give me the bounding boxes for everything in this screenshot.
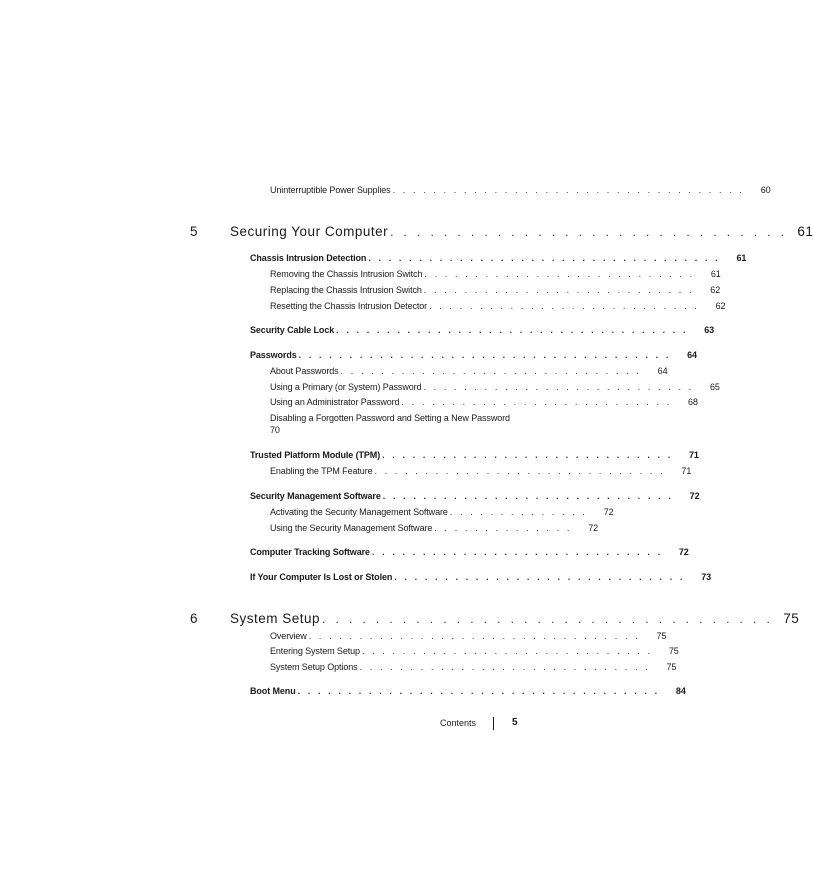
dot-leader: . . . . . . . . . . . . . . . . . . . . . . . . . . . . . . . . . . . [392,185,745,195]
toc-entry-page: 75 [656,631,667,641]
toc-section-page: 63 [704,325,715,335]
toc-section-title: Computer Tracking Software [250,547,370,557]
chapter-heading[interactable] [190,611,800,626]
toc-entry[interactable] [270,285,721,295]
dot-leader: . . . . . . . . . . . . . . . . . . . . . . . . . . . [429,301,700,311]
dot-leader: . . . . . . . . . . . . . . . . . . . . . . . . . . . . . . . . . . . . . [298,350,671,360]
toc-entry-title: Enabling the TPM Feature [270,466,373,476]
toc-entry-title: System Setup Options [270,662,358,672]
dot-leader: . . . . . . . . . . . . . . . . . . . . . . . . . . . . . . [340,366,642,376]
dot-leader: . . . . . . . . . . . . . . . . . . . . . . . . . . . [424,269,695,279]
toc-entry[interactable] [270,301,726,311]
footer-section-label: Contents [440,718,477,728]
toc-section-page: 73 [701,572,712,582]
toc-entry[interactable] [270,662,677,672]
toc-section-entry[interactable] [250,547,689,557]
toc-entry-page: 62 [710,285,721,295]
dot-leader: . . . . . . . . . . . . . . . . . . . . . . . . . . . . . . . . . . [322,612,774,626]
chapter-page: 61 [797,224,813,239]
toc-section-page: 64 [687,350,697,360]
toc-section-title: Trusted Platform Module (TPM) [250,450,381,460]
dot-leader: . . . . . . . . . . . . . . [449,507,588,517]
toc-entry-page: 72 [588,523,599,533]
toc-entry[interactable] [270,269,721,279]
toc-entry[interactable] [270,185,771,195]
toc-section-title: Security Management Software [250,491,381,501]
toc-entry[interactable] [270,382,720,392]
dot-leader: . . . . . . . . . . . . . . [434,523,573,533]
toc-entry[interactable] [270,507,614,517]
toc-entry-page: 75 [668,646,679,656]
toc-entry-title: Using the Security Management Software [270,523,433,533]
toc-entry-title: About Passwords [270,366,339,376]
toc-entry-title: Disabling a Forgotten Password and Setting a New Password [270,413,510,423]
toc-entry[interactable] [270,646,679,656]
toc-section-page: 72 [678,547,689,557]
toc-section-entry[interactable] [250,350,697,360]
chapter-heading[interactable] [190,224,813,239]
toc-entry[interactable] [270,466,692,476]
toc-entry[interactable] [270,366,668,376]
footer-divider [493,717,494,730]
toc-section-page: 84 [675,686,686,696]
dot-leader: . . . . . . . . . . . . . . . . . . . . . . . . . . . . . [374,466,666,476]
dot-leader: . . . . . . . . . . . . . . . . . . . . . . . . . . . . . [382,450,673,460]
toc-entry-title: Using a Primary (or System) Password [270,382,422,392]
toc-section-title: Boot Menu [250,686,296,696]
toc-entry-title: Overview [270,631,307,641]
toc-entry-title: Replacing the Chassis Intrusion Switch [270,285,422,295]
toc-entry-page: 68 [687,397,698,407]
toc-section-title: Security Cable Lock [250,325,335,335]
toc-section-page: 72 [689,491,700,501]
toc-entry-title: Resetting the Chassis Intrusion Detector [270,301,428,311]
toc-entry-page: 75 [666,662,677,672]
dot-leader: . . . . . . . . . . . . . . . . . . . . . . . . . . . . . [382,491,674,501]
toc-entry-wrapped[interactable] [270,412,522,436]
dot-leader: . . . . . . . . . . . . . . . . . . . . . . . . . . . . . [361,646,653,656]
toc-entry-page: 64 [657,366,668,376]
toc-entry-page: 65 [709,382,720,392]
dot-leader: . . . . . . . . . . . . . . . . . . . . . . . . . . . . . [394,572,686,582]
toc-entry[interactable] [270,631,667,641]
chapter-title: System Setup [230,611,321,626]
toc-entry-page: 70 [270,425,280,435]
chapter-number: 6 [190,611,199,626]
toc-entry-title: Using an Administrator Password [270,397,400,407]
toc-entry-title: Uninterruptible Power Supplies [270,185,391,195]
dot-leader: . . . . . . . . . . . . . . . . . . . . . . . . . . . [401,397,672,407]
dot-leader: . . . . . . . . . . . . . . . . . . . . . . . . . . . . . . . . . . . . [297,686,660,696]
toc-section-entry[interactable] [250,450,699,460]
toc-entry-page: 71 [681,466,692,476]
toc-entry[interactable] [270,523,599,533]
dot-leader: . . . . . . . . . . . . . . . . . . . . . . . . . . . . . . . . . [308,631,641,641]
dot-leader: . . . . . . . . . . . . . . . . . . . . . . . . . . . . . [359,662,651,672]
dot-leader: . . . . . . . . . . . . . . . . . . . . . . . . . . . . . . . . . . . [336,325,689,335]
toc-section-entry[interactable] [250,491,700,501]
toc-entry[interactable] [270,397,698,407]
chapter-number: 5 [190,224,199,239]
toc-entry-title: Entering System Setup [270,646,360,656]
dot-leader: . . . . . . . . . . . . . . . . . . . . . . . . . . . . . . [390,225,788,239]
toc-section-entry[interactable] [250,572,712,582]
toc-section-entry[interactable] [250,325,715,335]
toc-entry-title: Activating the Security Management Software [270,507,448,517]
chapter-title: Securing Your Computer [230,224,389,239]
dot-leader: . . . . . . . . . . . . . . . . . . . . . . . . . . . . . . . . . . . [368,253,721,263]
toc-entry-page: 61 [710,269,721,279]
dot-leader: . . . . . . . . . . . . . . . . . . . . . . . . . . . [423,285,695,295]
toc-section-entry[interactable] [250,686,686,696]
dot-leader: . . . . . . . . . . . . . . . . . . . . . . . . . . . . . [371,547,663,557]
toc-section-page: 71 [689,450,699,460]
chapter-page: 75 [783,611,800,626]
toc-section-title: If Your Computer Is Lost or Stolen [250,572,393,582]
footer-page-number: 5 [512,717,518,728]
toc-section-title: Chassis Intrusion Detection [250,253,367,263]
toc-section-entry[interactable] [250,253,747,263]
toc-entry-page: 72 [603,507,614,517]
toc-entry-page: 62 [715,301,726,311]
dot-leader: . . . . . . . . . . . . . . . . . . . . . . . . . . . [423,382,694,392]
toc-entry-page: 60 [760,185,771,195]
toc-section-page: 61 [736,253,747,263]
toc-section-title: Passwords [250,350,297,360]
toc-entry-title: Removing the Chassis Intrusion Switch [270,269,423,279]
